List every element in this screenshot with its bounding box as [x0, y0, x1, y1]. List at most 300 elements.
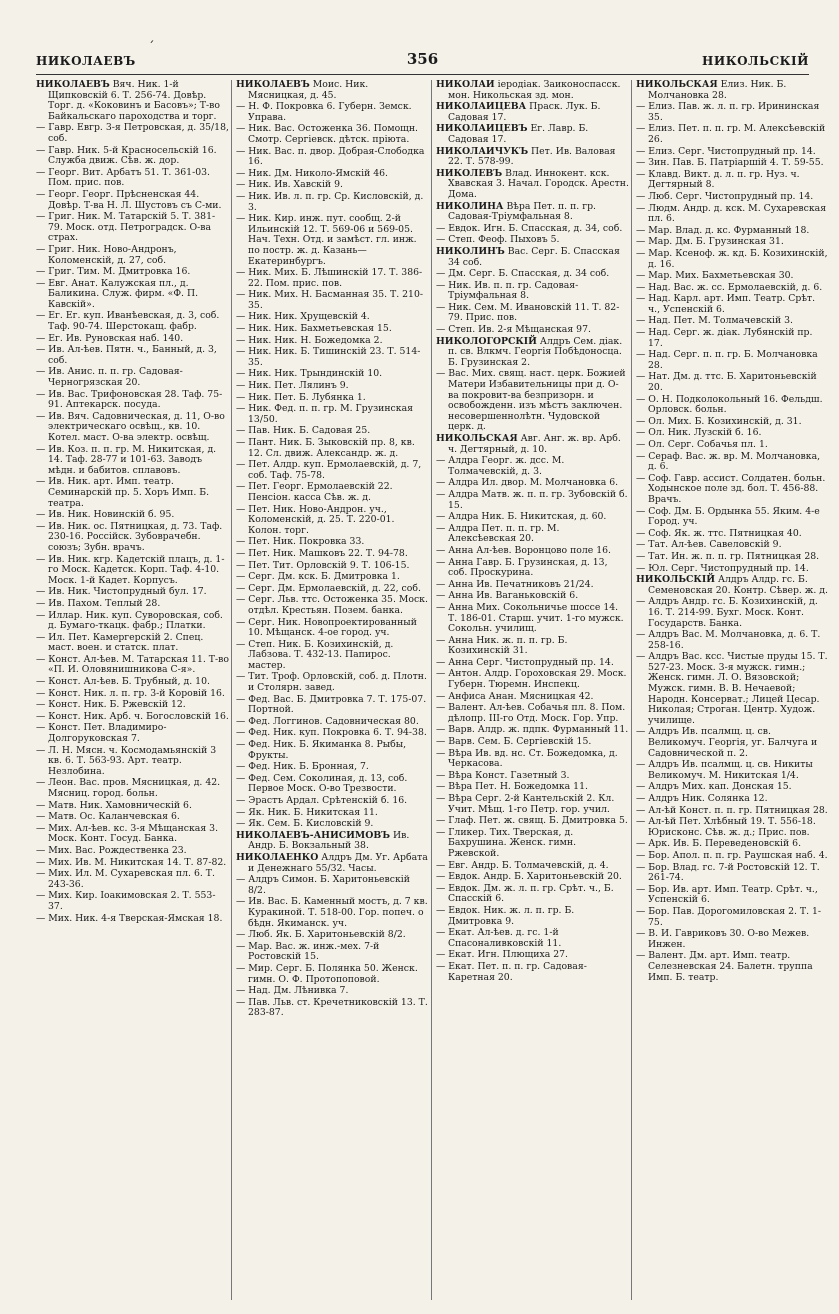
directory-entry — [36, 390, 229, 411]
entry-text: Эрастъ Ардал. Срѣтенскій б. 16. — [248, 795, 408, 806]
page-header — [36, 52, 809, 75]
directory-entry — [236, 268, 429, 289]
entry-text: Глаф. Пет. ж. свящ. Б. Дмитровка 5. — [448, 815, 628, 827]
entry-text: Вас. Мих. свящ. наст. церк. Божией Матери Избавительницы при д. О-ва покровит-ва безпризорн. и освобожденн. изъ мѣстъ заключен. несовершеннолѣтн. Чудовской церк. д. — [448, 368, 626, 433]
entry-text: Серг. Ник. Новопроектированный 10. Мѣщанск. 4-ое город. уч. — [248, 616, 417, 639]
entry-text: Алдръ Андр. гс. Б. Козихинскій, д. 16. Т. 214-99. Бухг. Моск. Конт. Государств. Банка. — [648, 596, 818, 629]
directory-entry — [236, 404, 429, 425]
directory-entry — [236, 695, 429, 716]
directory-entry — [236, 572, 429, 583]
entry-text: Алдръ Ив. псалмщ. ц. св. Никиты Великомуч. М. Никитская 1/4. — [648, 759, 813, 781]
directory-entry — [36, 611, 229, 632]
directory-entry — [436, 928, 629, 949]
directory-entry — [636, 907, 829, 928]
entry-text: Алдра Матв. ж. п. п. гр. Зубовскій б. 15. — [448, 488, 628, 511]
directory-entry — [436, 337, 629, 369]
directory-entry — [36, 914, 229, 925]
directory-entry — [236, 393, 429, 404]
entry-text: Серг. Дм. Ермолаевскій, д. 22, соб. — [248, 582, 421, 594]
directory-entry — [36, 824, 229, 845]
directory-entry — [636, 102, 829, 123]
entry-text: Пет. Алдр. куп. Ермолаевскій, д. 7, соб. Таф. 75-78. — [248, 459, 422, 481]
entry-text: Мар. Мих. Бахметьевская 30. — [648, 270, 794, 282]
directory-entry — [636, 507, 829, 528]
directory-entry — [436, 80, 629, 101]
surname-heading: НИКОЛЬСКІЙ — [636, 574, 716, 586]
entry-text: Л. Н. Мясн. ч. Космодамьянскій 3 кв. 6. Т. 563-93. Арт. театр. Незлобина. — [48, 744, 217, 777]
entry-text: Ник. Ник. Бахметьевская 15. — [248, 323, 392, 335]
entry-text: Алдра Ник. Б. Никитская, д. 60. — [448, 511, 607, 523]
directory-entry — [636, 564, 829, 575]
directory-entry — [636, 237, 829, 248]
entry-text: Алдръ Вас. М. Молчановка, д. 6. Т. 258-16. — [648, 629, 821, 651]
directory-entry — [236, 482, 429, 503]
directory-entry — [236, 180, 429, 191]
entry-text: Варв. Сем. Б. Сергіевскій 15. — [448, 736, 592, 748]
entry-text: Пет. Ник. Машковъ 22. Т. 94-78. — [248, 547, 408, 559]
directory-entry — [236, 192, 429, 213]
directory-entry — [236, 897, 429, 929]
directory-entry — [36, 245, 229, 266]
entry-text: Алдра Ил. двор. М. Молчановка 6. — [448, 477, 619, 489]
entry-text: Ив. Вас. Трифоновская 28. Таф. 75-91. Аптекарск. посуда. — [48, 388, 223, 411]
directory-entry — [436, 872, 629, 883]
entry-text: Гликер. Тих. Тверская, д. Бахрушина. Женск. гимн. Ржевской. — [448, 826, 577, 859]
surname-heading: НИКОЛАИЦЕВЪ — [436, 123, 528, 135]
entry-text: Анна Мих. Сокольничье шоссе 14. Т. 186-01. Старш. учит. 1-го мужск. Сокольн. училищ. — [448, 601, 624, 635]
entry-text: Над. Серг. п. п. гр. Б. Молчановка 28. — [648, 349, 818, 371]
directory-entry — [636, 863, 829, 884]
directory-entry — [36, 334, 229, 345]
directory-entry — [236, 595, 429, 616]
directory-entry — [636, 760, 829, 781]
entry-text: Ив. Ник. Новинскій б. 95. — [48, 509, 175, 521]
entry-text: Соф. Дм. Б. Ордынка 55. Яким. 4-е Город. уч. — [648, 505, 820, 528]
surname-heading: НИКОЛИНЪ — [436, 245, 505, 257]
directory-entry — [236, 942, 429, 963]
entry-text: Серг. Дм. кск. Б. Дмитровка 1. — [248, 571, 400, 583]
entry-text: Мар. Вас. ж. инж.-мех. 7-й Ростовскій 15. — [248, 940, 380, 963]
directory-entry — [36, 345, 229, 366]
entry-text: Над. Пет. М. Толмачевскій 3. — [648, 315, 794, 327]
directory-entry — [36, 858, 229, 869]
entry-text: Алдръ Ник. Солянка 12. — [648, 793, 768, 804]
directory-entry — [36, 599, 229, 610]
directory-entry — [636, 575, 829, 596]
entry-text: Анна Ник. ж. п. п. гр. Б. Козихинскій 31. — [448, 634, 568, 657]
directory-entry — [436, 658, 629, 669]
entry-text: Ив. Ник. кгр. Кадетскій плацъ, д. 1-го Моск. Кадетск. Корп. Таф. 4-10. Моск. 1-й Кадет. Корпусъ. — [48, 553, 225, 586]
entry-text: Пет. Ник. Покровка 33. — [248, 536, 365, 548]
entry-text: Фед. Ник. Б. Бронная, 7. — [248, 761, 369, 773]
directory-entry — [436, 456, 629, 477]
entry-text: Вѣра Ив. вд. нс. Ст. Божедомка, д. Черкасова. — [448, 747, 618, 770]
entry-text: Матв. Ник. Хамовническій 6. — [48, 799, 192, 811]
directory-entry — [236, 774, 429, 795]
entry-text: Фед. Ник. куп. Покровка 6. Т. 94-38. — [248, 727, 427, 739]
directory-entry — [36, 146, 229, 167]
entry-text: Мар. Влад. д. кс. Фурманный 18. — [648, 224, 810, 236]
directory-entry — [36, 477, 229, 509]
directory-entry — [436, 884, 629, 905]
surname-heading: НИКОЛЬСКАЯ — [436, 433, 518, 444]
entry-text: Ник. Сем. М. Ивановскій 11. Т. 82-79. Прис. пов. — [448, 301, 620, 324]
entry-text: Ник. Ник. Н. Божедомка 2. — [248, 334, 383, 346]
directory-entry — [636, 350, 829, 371]
directory-entry — [236, 426, 429, 437]
directory-entry — [236, 986, 429, 997]
surname-heading: НИКОЛЬСКАЯ — [636, 80, 718, 90]
entry-text: Ник. Вас. Остоженка 36. Помощн. Смотр. Сергіевск. дѣтск. пріюта. — [248, 123, 418, 145]
entry-text: Григ. Ник. М. Татарскій 5. Т. 381-79. Моск. отд. Петроградск. О-ва страх. — [48, 211, 216, 244]
directory-entry — [236, 169, 429, 180]
directory-entry — [236, 740, 429, 761]
surname-heading: НИКОЛАЕВЪ — [236, 80, 310, 90]
ink-mark: ˊ — [148, 40, 155, 55]
directory-entry — [436, 147, 629, 168]
entry-text: Матв. Ос. Каланчевская 6. — [48, 811, 180, 823]
directory-entry — [636, 417, 829, 428]
directory-entry — [636, 428, 829, 439]
directory-entry — [236, 998, 429, 1019]
entry-text: Вѣра Пет. Н. Божедомка 11. — [448, 781, 588, 793]
entry-text: Вѣра Пет. п. п. гр. Садовая-Тріумфальная 8. — [448, 200, 596, 223]
entry-text: Нат. Дм. д. ттс. Б. Харитоньевскій 20. — [648, 371, 817, 394]
entry-text: Гавр. Евгр. 3-я Петровская, д. 35/18, соб. — [48, 122, 229, 144]
surname-heading: НИКОЛИНА — [436, 200, 504, 212]
entry-text: Евг. Анат. Калужская пл., д. Баликина. Служ. фирм. «Ф. П. Кавскій». — [48, 277, 199, 310]
directory-entry — [436, 725, 629, 736]
entry-text: В. И. Гавриковъ 30. О-во Межев. Инжен. — [648, 928, 810, 950]
entry-text: Ив. Ал-ѣев. Пятн. ч., Банный, д. 3, соб. — [48, 344, 217, 366]
directory-entry — [36, 412, 229, 444]
directory-entry — [236, 147, 429, 168]
directory-entry — [236, 438, 429, 459]
entry-text: Анна Гавр. Б. Грузинская, д. 13, соб. Проскурина. — [448, 556, 608, 579]
directory-entry — [236, 964, 429, 985]
directory-entry — [436, 281, 629, 302]
surname-heading: НИКОЛАЕВЪ — [36, 80, 110, 90]
entry-text: Дм. Серг. Б. Спасская, д. 34 соб. — [448, 268, 610, 280]
entry-text: Ив. Коз. п. п. гр. М. Никитская, д. 14. Таф. 28-77 и 101-63. Заводъ мѣдн. и бабитов. сплавовъ. — [48, 443, 217, 476]
entry-text: Над. Серг. ж. діак. Лубянскій пр. 17. — [648, 327, 813, 349]
directory-entry — [36, 846, 229, 857]
column-4 — [636, 80, 829, 1305]
entry-text: Григ. Тим. М. Дмитровка 16. — [48, 266, 191, 278]
directory-entry — [636, 806, 829, 817]
directory-entry — [236, 347, 429, 368]
entry-text: іеродіак. Заиконоспасск. мон. Никольская зд. мон. — [448, 80, 621, 101]
directory-entry — [236, 290, 429, 311]
entry-text: Валент. Дм. арт. Имп. театр. Селезневская 24. Балетн. труппа Имп. Б. театр. — [648, 950, 813, 983]
entry-text: Елиз. Пав. ж. л. п. гр. Ирининская 35. — [648, 101, 820, 123]
directory-entry — [436, 591, 629, 602]
entry-text: Екат. Пет. п. п. гр. Садовая-Каретная 20. — [448, 960, 587, 983]
entry-text: Мих. Ник. 4-я Тверская-Ямская 18. — [48, 912, 223, 924]
entry-text: Ол. Ник. Лузскій б. 16. — [648, 427, 762, 439]
directory-entry — [436, 828, 629, 860]
entry-text: Мих. Ив. М. Никитская 14. Т. 87-82. — [48, 856, 227, 868]
directory-entry — [436, 303, 629, 324]
surname-heading: НИКОЛАЕНКО — [236, 851, 319, 863]
page-number: 356 — [406, 50, 439, 68]
entry-text: Алдра Георг. ж. дсс. М. Толмачевскій, д. 3. — [448, 455, 565, 477]
entry-text: Вѣра Серг. 2-й Кантельскій 2. Кл. Учит. Мѣщ. 1-го Петр. гор. учил. — [448, 793, 615, 815]
entry-text: Антон. Алдр. Гороховская 29. Моск. Губерн. Тюремн. Инспекц. — [448, 668, 627, 691]
entry-text: Тат. Ал-ѣев. Савеловскій 9. — [648, 539, 782, 551]
entry-text: Екат. Игн. Плющиха 27. — [448, 949, 569, 961]
directory-entry — [636, 226, 829, 237]
entry-text: Мих. Вас. Рождественка 23. — [48, 844, 187, 856]
entry-text: Ол. Серг. Собачья пл. 1. — [648, 439, 768, 450]
directory-entry — [436, 269, 629, 280]
entry-text: Георг. Георг. Прѣсненская 44. Довѣр. Т-ва Н. Л. Шустовъ съ С-ми. — [48, 188, 222, 211]
surname-heading: НИКОЛАЕВЪ-АНИСИМОВЪ — [236, 829, 391, 841]
running-head-right: НИКОЛЬСКІЙ — [702, 54, 809, 68]
entry-text: Серг. Льв. ттс. Остоженка 35. Моск. отдѣл. Крестьян. Позем. банка. — [248, 594, 428, 616]
directory-entry — [636, 80, 829, 101]
entry-text: Иллар. Ник. куп. Суворовская, соб. д. Бумаго-ткацк. фабр.; Платки. — [48, 609, 223, 632]
directory-entry — [236, 381, 429, 392]
entry-text: Ник. Ив. л. п. гр. Ср. Кисловскій, д. 3. — [248, 190, 424, 213]
directory-entry — [36, 587, 229, 598]
directory-entry — [36, 510, 229, 521]
entry-text: Вѣра Конст. Газетный 3. — [448, 769, 570, 781]
directory-entry — [636, 316, 829, 327]
directory-entry — [36, 723, 229, 744]
entry-text: Евг. Андр. Б. Толмачевскій, д. 4. — [448, 859, 609, 871]
column-3 — [436, 80, 629, 1305]
entry-text: Ник. Ив. Хавскій 9. — [248, 179, 343, 191]
directory-entry — [236, 930, 429, 941]
directory-entry — [36, 168, 229, 189]
entry-text: Пет. Ив. Валовая 22. Т. 578-99. — [448, 145, 616, 168]
entry-text: Екат. Ал-ѣев. д. гс. 1-й Спасоналивковскій 11. — [448, 927, 562, 949]
entry-text: Мих. Кир. Іоакимовская 2. Т. 553-37. — [48, 890, 216, 912]
entry-text: Ив. Ник. арт. Имп. театр. Семинарскій пр. 5. Хоръ Имп. Б. театра. — [48, 476, 210, 509]
directory-entry — [436, 782, 629, 793]
entry-text: Анна Серг. Чистопрудный пр. 14. — [448, 656, 614, 668]
directory-entry — [36, 555, 229, 587]
directory-entry — [436, 669, 629, 690]
directory-entry — [236, 214, 429, 267]
entry-text: Мих. Ил. М. Сухаревская пл. 6. Т. 243-36. — [48, 868, 215, 890]
directory-entry — [236, 819, 429, 830]
surname-heading: НИКОЛЕВЪ — [436, 167, 503, 179]
directory-entry — [636, 951, 829, 983]
entry-text: Григ. Ник. Ново-Андронъ, Коломенскій, д. 27, соб. — [48, 243, 177, 266]
entry-text: Ник. Дм. Николо-Ямскій 46. — [248, 167, 389, 179]
directory-entry — [236, 505, 429, 537]
directory-entry — [236, 80, 429, 101]
entry-text: Пант. Ник. Б. Зыковскій пр. 8, кв. 12. Сл. движ. Александр. ж. д. — [248, 437, 415, 459]
directory-entry — [436, 224, 629, 235]
directory-entry — [36, 633, 229, 654]
entry-text: Соф. Гавр. ассист. Солдатен. больн. Ходынское поле зд. бол. Т. 456-88. Врачъ. — [648, 472, 826, 505]
directory-entry — [636, 529, 829, 540]
entry-text: Алдръ Вас. ксс. Чистые пруды 15. Т. 527-23. Моск. 3-я мужск. гимн.; Женск. гимн. Л. О. Вязовской; Мужск. гимн. В. В. Нечаевой; Народн. Консерват.; Лицей Цесар. Николая; Строган. Центр. Худож. училище. — [648, 651, 828, 726]
directory-entry — [636, 817, 829, 838]
directory-entry — [636, 147, 829, 158]
directory-entry — [236, 875, 429, 896]
directory-entry — [636, 782, 829, 793]
entry-text: Алдръ Дм. Уг. Арбата и Денежнаго 55/32. Часы. — [248, 851, 428, 874]
entry-text: Вас. Серг. Б. Спасская 34 соб. — [448, 245, 620, 268]
directory-entry — [236, 762, 429, 773]
directory-entry — [436, 169, 629, 201]
directory-entry — [436, 816, 629, 827]
directory-entry — [36, 279, 229, 311]
entry-text: Бор. Влад. гс. 7-й Ростовскій 12. Т. 261-74. — [648, 861, 820, 884]
column-1 — [36, 80, 229, 1305]
directory-entry — [636, 158, 829, 169]
surname-heading: НИКОЛАИЧУКЪ — [436, 145, 529, 157]
directory-entry — [436, 906, 629, 927]
directory-entry — [636, 727, 829, 759]
entry-text: Соф. Як. ж. ттс. Пятницкая 40. — [648, 527, 802, 539]
entry-text: Конст. Ал-ѣев. Б. Трубный, д. 10. — [48, 676, 210, 688]
entry-text: Леон. Вас. пров. Мясницкая, д. 42. Мясниц. город. больн. — [48, 777, 221, 799]
column-rule — [231, 80, 232, 1300]
directory-entry — [636, 474, 829, 506]
entry-text: Степ. Ив. 2-я Мѣщанская 97. — [448, 324, 591, 336]
directory-entry — [236, 796, 429, 807]
directory-entry — [636, 294, 829, 315]
entry-text: Ник. Пет. Б. Лубянка 1. — [248, 391, 366, 403]
entry-text: Сераф. Вас. ж. вр. М. Молчановка, д. 6. — [648, 450, 821, 473]
directory-entry — [636, 204, 829, 225]
directory-entry — [436, 636, 629, 657]
entry-text: Пет. Георг. Ермолаевскій 22. Пенсіон. касса Сѣв. ж. д. — [248, 481, 393, 503]
directory-entry — [36, 212, 229, 244]
entry-text: Ник. Мих. Н. Басманная 35. Т. 210-35. — [248, 289, 424, 311]
directory-entry — [636, 192, 829, 203]
directory-entry — [36, 522, 229, 554]
directory-entry — [36, 190, 229, 211]
directory-entry — [636, 839, 829, 850]
entry-text: Юл. Серг. Чистопрудный пр. 14. — [648, 562, 809, 574]
entry-text: Елиз. Ник. Б. Молчановка 28. — [648, 80, 787, 101]
entry-text: Ник. Ник. Трындинскій 10. — [248, 368, 383, 380]
entry-text: Ив. Ник. Чистопрудный бул. 17. — [48, 586, 207, 598]
directory-entry — [236, 561, 429, 572]
entry-text: Мир. Серг. Б. Полянка 50. Женск. гимн. О. Ф. Протопоповой. — [248, 962, 418, 985]
directory-entry — [436, 434, 629, 455]
directory-entry — [236, 808, 429, 819]
directory-entry — [436, 580, 629, 591]
directory-entry — [436, 603, 629, 635]
entry-text: Фед. Вас. Б. Дмитровка 7. Т. 175-07. Портной. — [248, 693, 427, 716]
directory-entry — [36, 869, 229, 890]
directory-entry — [636, 452, 829, 473]
directory-entry — [436, 962, 629, 983]
directory-entry — [236, 537, 429, 548]
directory-entry — [636, 851, 829, 862]
directory-entry — [36, 267, 229, 278]
directory-entry — [636, 652, 829, 726]
directory-entry — [636, 372, 829, 393]
entry-text: Ник. Ник. Б. Тишинскій 23. Т. 514-35. — [248, 346, 421, 368]
column-2 — [236, 80, 429, 1305]
directory-entry — [636, 794, 829, 805]
directory-entry — [436, 546, 629, 557]
directory-entry — [636, 124, 829, 145]
entry-text: Гавр. Ник. 5-й Красносельскій 16. Служба движ. Сѣв. ж. дор. — [48, 144, 217, 167]
directory-entry — [436, 524, 629, 545]
entry-text: Вяч. Ник. 1-й Щипковскій 6. Т. 256-74. Довѣр. Торг. д. «Коковинъ и Басовъ»; Т-во Байкальскаго пароходства и торг. — [48, 80, 220, 122]
column-rule — [631, 80, 632, 1300]
directory-entry — [36, 367, 229, 388]
directory-entry — [36, 311, 229, 332]
column-rule — [431, 80, 432, 1300]
entry-text: Анна Ив. Ваганьковскій 6. — [448, 590, 579, 602]
entry-text: Георг. Вит. Арбатъ 51. Т. 361-03. Пом. прис. пов. — [48, 166, 211, 189]
directory-entry — [236, 369, 429, 380]
directory-entry — [436, 325, 629, 336]
directory-entry — [436, 692, 629, 703]
directory-entry — [36, 778, 229, 799]
directory-entry — [436, 102, 629, 123]
entry-text: Мар. Дм. Б. Грузинская 31. — [648, 236, 784, 248]
directory-entry — [636, 283, 829, 294]
entry-text: Над. Дм. Лѣнивка 7. — [248, 985, 349, 997]
entry-text: Ег. Ег. куп. Иванѣевская, д. 3, соб. Таф. 90-74. Шерстокащ. фабр. — [48, 310, 220, 333]
directory-entry — [36, 677, 229, 688]
directory-entry — [236, 124, 429, 145]
entry-text: Алдра Пет. п. п. гр. М. Алексѣевская 20. — [448, 522, 560, 545]
directory-entry — [636, 597, 829, 629]
directory-entry — [36, 812, 229, 823]
directory-entry — [236, 618, 429, 639]
entry-text: Люб. Як. Б. Харитоньевскій 8/2. — [248, 929, 406, 941]
directory-entry — [236, 853, 429, 874]
directory-entry — [436, 247, 629, 268]
entry-text: Ник. Ив. п. п. гр. Садовая-Тріумфальная 8. — [448, 279, 579, 302]
entry-text: Арк. Ив. Б. Переведеновскій 6. — [648, 838, 802, 850]
entry-text: Зин. Пав. Б. Патріаршій 4. Т. 59-55. — [648, 157, 824, 169]
directory-entry — [236, 549, 429, 560]
entry-text: Мих. Ал-ѣев. кс. 3-я Мѣщанская 3. Моск. Конт. Госуд. Банка. — [48, 822, 219, 845]
entry-text: Н. Ф. Покровка 6. Губерн. Земск. Управа. — [248, 101, 412, 123]
entry-text: Евдок. Дм. ж. л. п. гр. Срѣт. ч., Б. Спасскій 6. — [448, 882, 614, 905]
entry-text: Ник. Фед. п. п. гр. М. Грузинская 13/50. — [248, 403, 413, 425]
directory-entry — [236, 460, 429, 481]
directory-entry — [36, 123, 229, 144]
directory-entry — [236, 717, 429, 728]
directory-entry — [436, 202, 629, 223]
entry-text: Над. Вас. ж. сс. Ермолаевскій, д. 6. — [648, 281, 823, 293]
entry-text: Праск. Лук. Б. Садовая 17. — [448, 101, 601, 123]
directory-entry — [436, 124, 629, 145]
entry-text: Клавд. Викт. д. л. п. гр. Нуз. ч. Дегтярный 8. — [648, 168, 800, 191]
directory-entry — [36, 80, 229, 122]
entry-text: Фед. Логгинов. Садовническая 80. — [248, 715, 419, 727]
entry-text: Анна Ив. Печатниковъ 21/24. — [448, 578, 594, 590]
running-head-left: НИКОЛАЕВЪ — [36, 54, 136, 68]
entry-text: Пет. Ник. Ново-Андрон. уч., Коломенскій, д. 25. Т. 220-01. Колон. торг. — [248, 503, 395, 536]
entry-text: Степ. Феоф. Пыховъ 5. — [448, 234, 560, 246]
entry-text: Евдок. Игн. Б. Спасская, д. 34, соб. — [448, 222, 623, 234]
directory-entry — [436, 478, 629, 489]
entry-text: Авг. Анг. ж. вр. Арб. ч. Дегтярный, д. 10. — [448, 433, 621, 455]
entry-text: Людм. Андр. д. кск. М. Сухаревская пл. 6. — [648, 202, 827, 225]
directory-entry — [36, 445, 229, 477]
entry-text: Пет. Тит. Орловскій 9. Т. 106-15. — [248, 559, 410, 571]
directory-entry — [636, 328, 829, 349]
entry-text: Елиз. Пет. п. п. гр. М. Алексѣевскій 26. — [648, 123, 826, 145]
surname-heading: НИКОЛАИЦЕВА — [436, 101, 527, 113]
entry-text: Тат. Ин. ж. п. п. гр. Пятницкая 28. — [648, 550, 820, 562]
